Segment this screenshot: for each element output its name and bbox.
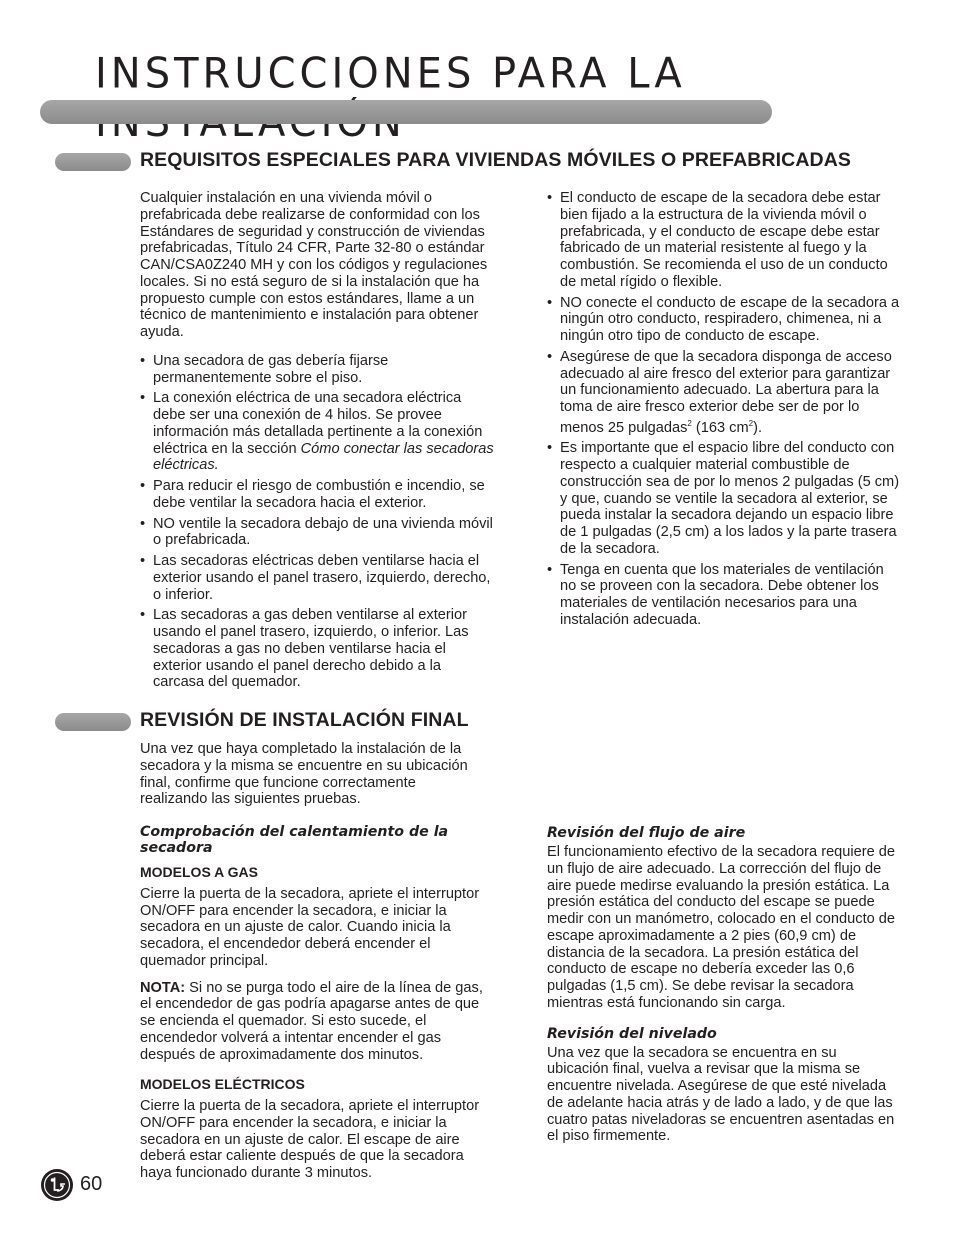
- level-check-text: Una vez que la secadora se encuentra en su ubicación final, vuelva a revisar que la misma se encuentre nivelada. Asegúrese de que esté nivelada de adelante hacia atrás y de lado a lado, y de que las cuatro patas niveladoras se encuentren asentadas en el piso firmemente.: [547, 1044, 895, 1145]
- list-item: [140, 390, 495, 474]
- list-item: • Para reducir el riesgo de combustión e incendio, se debe ventilar la secadora hacia el exterior.: [140, 478, 495, 512]
- level-check-heading: Revisión del nivelado: [547, 1025, 717, 1042]
- list-item: • El conducto de escape de la secadora debe estar bien fijado a la estructura de la vivienda móvil o prefabricada, y el conducto de escape debe estar fabricado de un material resistente al fuego y la combustión. Se recomienda el uso de un conducto de metal rígido o flexible.: [547, 190, 902, 291]
- section-marker: [55, 153, 131, 171]
- section-reference: Cómo conectar las secadoras eléctricas.: [153, 440, 494, 474]
- list-item: • NO ventile la secadora debajo de una vivienda móvil o prefabricada.: [140, 516, 495, 550]
- electric-models-text: Cierre la puerta de la secadora, apriete el interruptor ON/OFF para encender la secadora, e iniciar la secadora en un ajuste de calor. El escape de aire deberá estar caliente después de que la secadora haya funcionado durante 3 minutos.: [140, 1098, 480, 1181]
- list-item-text: ).: [753, 419, 762, 436]
- electric-models-heading: MODELOS ELÉCTRICOS: [140, 1076, 305, 1093]
- list-item: • Las secadoras eléctricas deben ventilarse hacia el exterior usando el panel trasero, izquierdo, derecho, o inferior.: [140, 553, 495, 603]
- heating-check-heading: Comprobación del calentamiento de la secadora: [140, 824, 449, 856]
- list-item: • Tenga en cuenta que los materiales de ventilación no se proveen con la secadora. Debe obtener los materiales de ventilación necesarios para una instalación adecuada.: [547, 562, 902, 629]
- list-item: • Las secadoras a gas deben ventilarse al exterior usando el panel trasero, izquierdo, o inferior. Las secadoras a gas no deben ventilarse hacia el exterior usando el panel derecho debido a la carcasa del quemador.: [140, 607, 495, 691]
- final-check-right-column: [547, 825, 897, 1145]
- page-title: INSTRUCCIONES PARA LA: [95, 49, 686, 98]
- list-item: • NO conecte el conducto de escape de la secadora a ningún otro conducto, respiradero, chimenea, ni a ningún otro tipo de conducto de escape.: [547, 295, 902, 345]
- note-text: Si no se purga todo el aire de la línea de gas, el encendedor de gas podría apagarse antes de que se encienda el quemador. Si esto sucede, el encendedor volverá a intentar encender el gas después de aproximadamente dos minutos.: [140, 979, 483, 1063]
- superscript: 2: [748, 418, 754, 428]
- airflow-check-text: El funcionamiento efectivo de la secadora requiere de un flujo de aire adecuado. La corrección del flujo de aire puede medirse evaluando la presión estática. La presión estática del conducto del escape se puede medir con un manómetro, colocado en el conducto de escape aproximadamente a 2 pies (60,9 cm) de distancia de la secadora. La presión estática del conducto de escape no debería exceder las 0,6 pulgadas (1,5 cm). Se debe revisar la secadora mientras está funcionando sin carga.: [547, 844, 896, 1011]
- list-item-text: Asegúrese de que la secadora disponga de acceso adecuado al aire fresco del exterior para garantizar un funcionamiento adecuado. La abertura para la toma de aire fresco exterior debe ser de por lo menos 25 pulgadas: [560, 348, 892, 436]
- list-item: • Es importante que el espacio libre del conducto con respecto a cualquier material combustible de construcción sea de por lo menos 2 pulgadas (5 cm) y que, cuando se ventile la secadora al exterior, se pueda instalar la secadora dejando un espacio libre de 1 pulgadas (2,5 cm) a los lados y la parte trasera de la secadora.: [547, 440, 902, 557]
- note-paragraph: [140, 980, 485, 1064]
- final-check-left-column: [140, 741, 485, 1182]
- superscript: 2: [687, 418, 692, 428]
- list-item: • Una secadora de gas debería fijarse permanentemente sobre el piso.: [140, 353, 495, 387]
- title-bar: [40, 100, 772, 124]
- list-item: [547, 349, 902, 437]
- list-item-text: La conexión eléctrica de una secadora eléctrica debe ser una conexión de 4 hilos. Se provee información más detallada pertinente a la conexión eléctrica en la sección: [153, 390, 483, 457]
- left-column: [140, 190, 495, 695]
- gas-models-heading: MODELOS A GAS: [140, 864, 258, 880]
- page-number: 60: [80, 1173, 103, 1195]
- section-marker: [55, 713, 131, 731]
- left-bullet-list: [140, 353, 495, 691]
- right-bullet-list: [547, 190, 902, 629]
- section-heading-mobile-homes: REQUISITOS ESPECIALES PARA VIVIENDAS MÓVILES O PREFABRICADAS: [140, 149, 851, 171]
- lg-logo-icon: [40, 1168, 74, 1202]
- final-check-intro: Una vez que haya completado la instalación de la secadora y la misma se encuentre en su ubicación final, confirme que funcione correctamente realizando las siguientes pruebas.: [140, 741, 468, 808]
- mobile-homes-intro: Cualquier instalación en una vivienda móvil o prefabricada debe realizarse de conformidad con los Estándares de seguridad y construcción de viviendas prefabricadas, Título 24 CFR, Parte 32-80 o estándar CAN/CSA0Z240 MH y con los códigos y regulaciones locales. Si no está seguro de si la instalación que ha propuesto cumple con estos estándares, llame a un técnico de mantenimiento e instalación para obtener ayuda.: [140, 190, 488, 340]
- note-label: NOTA:: [140, 979, 186, 996]
- gas-models-text: Cierre la puerta de la secadora, apriete el interruptor ON/OFF para encender la secadora, e iniciar la secadora en un ajuste de calor. Cuando inicia la secadora, el encendedor deberá encender el quemador principal.: [140, 885, 480, 969]
- list-item-text: (163 cm: [691, 419, 749, 436]
- airflow-check-heading: Revisión del flujo de aire: [547, 825, 746, 841]
- section-heading-final-check: REVISIÓN DE INSTALACIÓN FINAL: [140, 709, 469, 731]
- right-column: [547, 190, 902, 633]
